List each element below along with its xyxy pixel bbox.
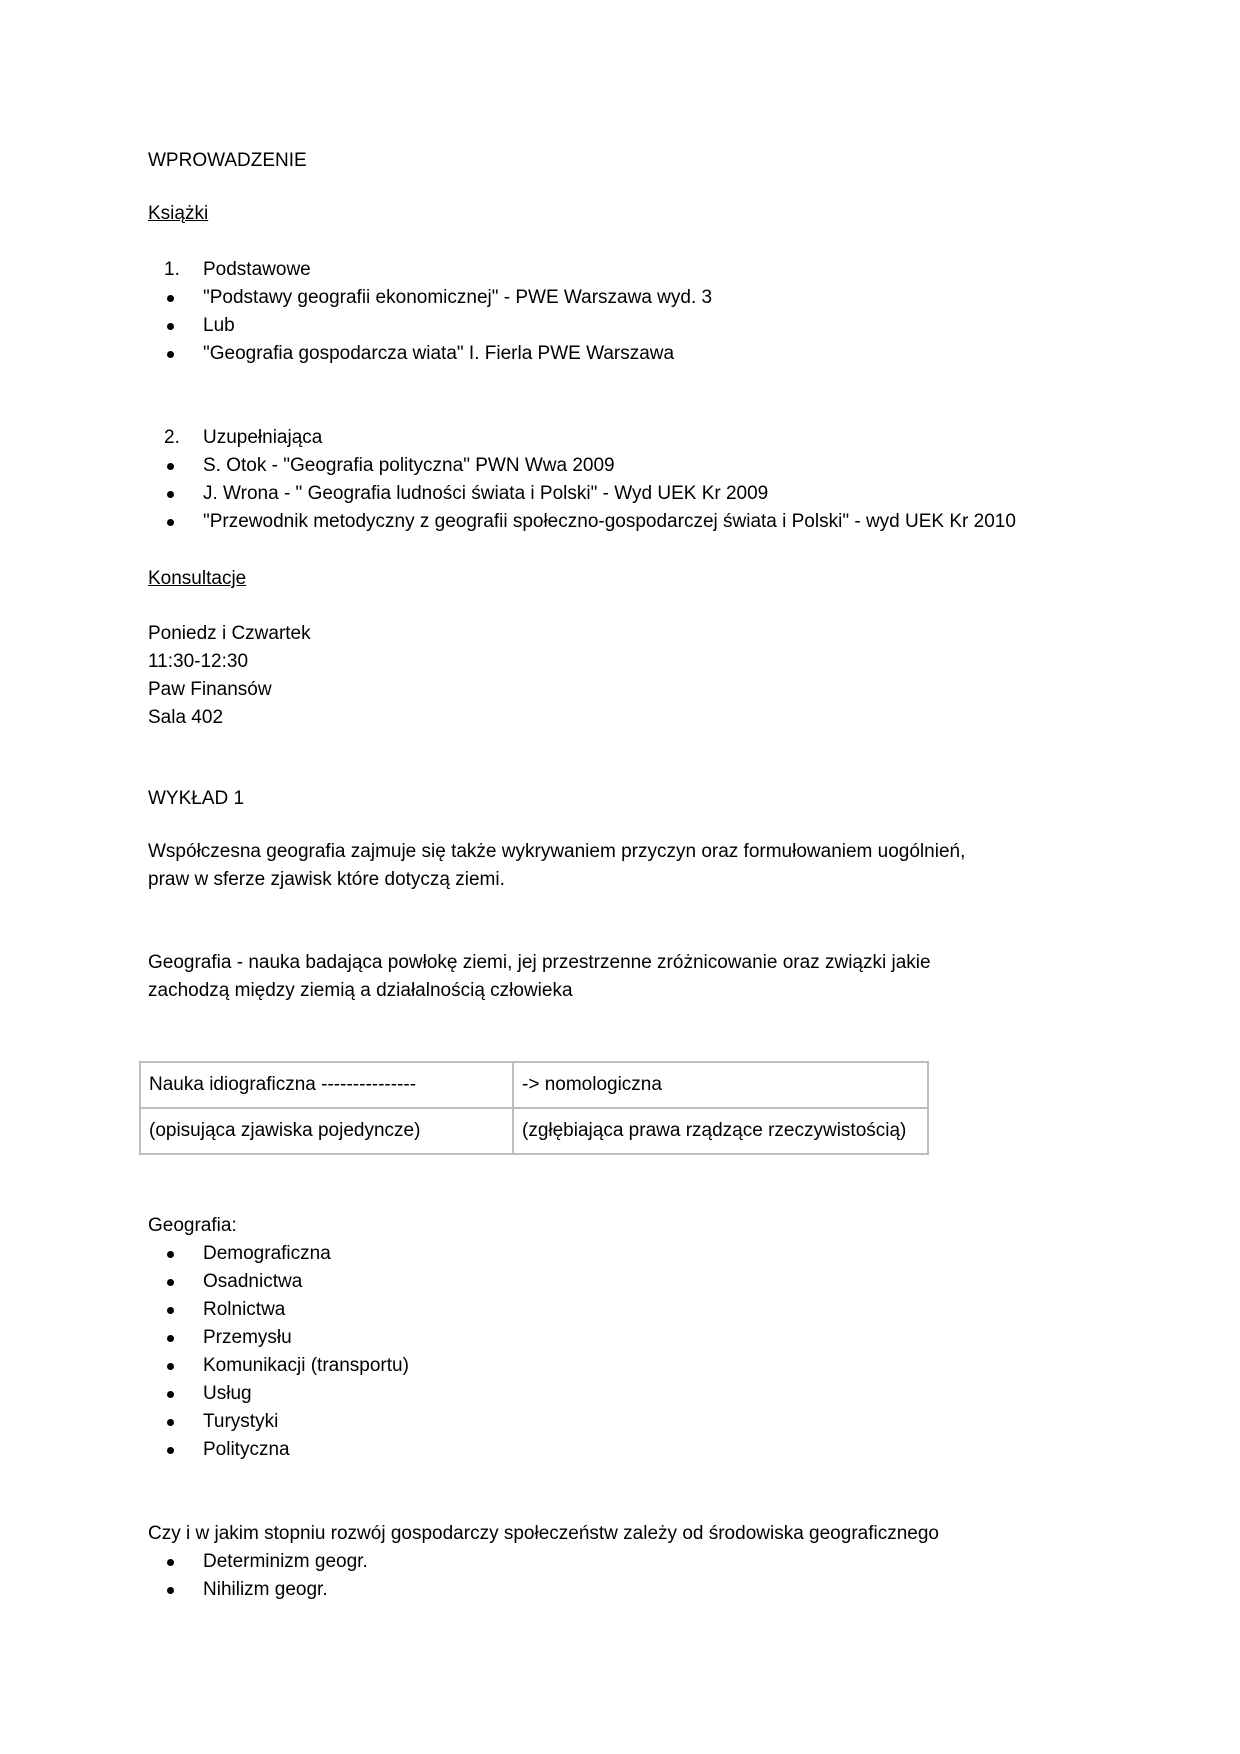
consultation-line: Poniedz i Czwartek [148,623,311,644]
consultation-line: Paw Finansów [148,679,272,700]
bullet-icon [167,1419,174,1426]
list-item: Usług [203,1383,252,1404]
bullet-icon [167,295,174,302]
list-item: Polityczna [203,1439,290,1460]
consultation-line: Sala 402 [148,707,224,728]
document-heading: WPROWADZENIE [148,150,307,171]
list-item: "Podstawy geografii ekonomicznej" - PWE Warszawa wyd. 3 [203,287,713,308]
table-row [140,1062,928,1108]
bullet-icon [167,1391,174,1398]
list-item-label: Uzupełniająca [203,427,323,448]
list-item: Nihilizm geogr. [203,1579,328,1600]
books-heading: Książki [148,203,209,224]
bullet-icon [167,463,174,470]
bullet-icon [167,1447,174,1454]
paragraph-line: Geografia - nauka badająca powłokę ziemi, jej przestrzenne zróżnicowanie oraz związki jakie [148,952,931,973]
table-cell: (zgłębiająca prawa rządzące rzeczywistością) [513,1108,928,1154]
bullet-icon [167,1363,174,1370]
bullet-icon [167,1587,174,1594]
bullet-icon [167,351,174,358]
list-item: "Przewodnik metodyczny z geografii społeczno-gospodarczej świata i Polski" - wyd UEK Kr 2010 [203,511,1016,532]
consultations-heading: Konsultacje [148,568,247,589]
list-item: S. Otok - "Geografia polityczna" PWN Wwa 2009 [203,455,615,476]
paragraph-line: praw w sferze zjawisk które dotyczą ziemi. [148,869,505,890]
paragraph-line: Współczesna geografia zajmuje się także wykrywaniem przyczyn oraz formułowaniem uogólnień, [148,841,966,862]
lecture-heading: WYKŁAD 1 [148,788,245,809]
list-item: "Geografia gospodarcza wiata" I. Fierla PWE Warszawa [203,343,675,364]
bullet-icon [167,1251,174,1258]
list-item: J. Wrona - " Geografia ludności świata i Polski" - Wyd UEK Kr 2009 [203,483,769,504]
consultation-line: 11:30-12:30 [148,651,249,672]
bullet-icon [167,491,174,498]
list-number: 1. [164,259,180,280]
table-row [140,1108,928,1154]
bullet-icon [167,1279,174,1286]
bullet-icon [167,519,174,526]
bullet-icon [167,1307,174,1314]
list-item: Demograficzna [203,1243,331,1264]
paragraph-line: zachodzą między ziemią a działalnością człowieka [148,980,573,1001]
list-number: 2. [164,427,180,448]
list-item: Rolnictwa [203,1299,286,1320]
list-item-label: Podstawowe [203,259,311,280]
bullet-icon [167,323,174,330]
list-item: Komunikacji (transportu) [203,1355,409,1376]
comparison-table [139,1061,929,1155]
list-item: Determinizm geogr. [203,1551,368,1572]
list-item: Przemysłu [203,1327,292,1348]
table-cell: -> nomologiczna [513,1062,928,1108]
question-line: Czy i w jakim stopniu rozwój gospodarczy społeczeństw zależy od środowiska geograficznego [148,1523,939,1544]
table-cell: (opisująca zjawiska pojedyncze) [140,1108,513,1154]
table-cell: Nauka idiograficzna --------------- [140,1062,513,1108]
bullet-icon [167,1559,174,1566]
list-item: Osadnictwa [203,1271,303,1292]
bullet-icon [167,1335,174,1342]
list-item: Lub [203,315,235,336]
list-item: Turystyki [203,1411,279,1432]
branches-heading: Geografia: [148,1215,237,1236]
